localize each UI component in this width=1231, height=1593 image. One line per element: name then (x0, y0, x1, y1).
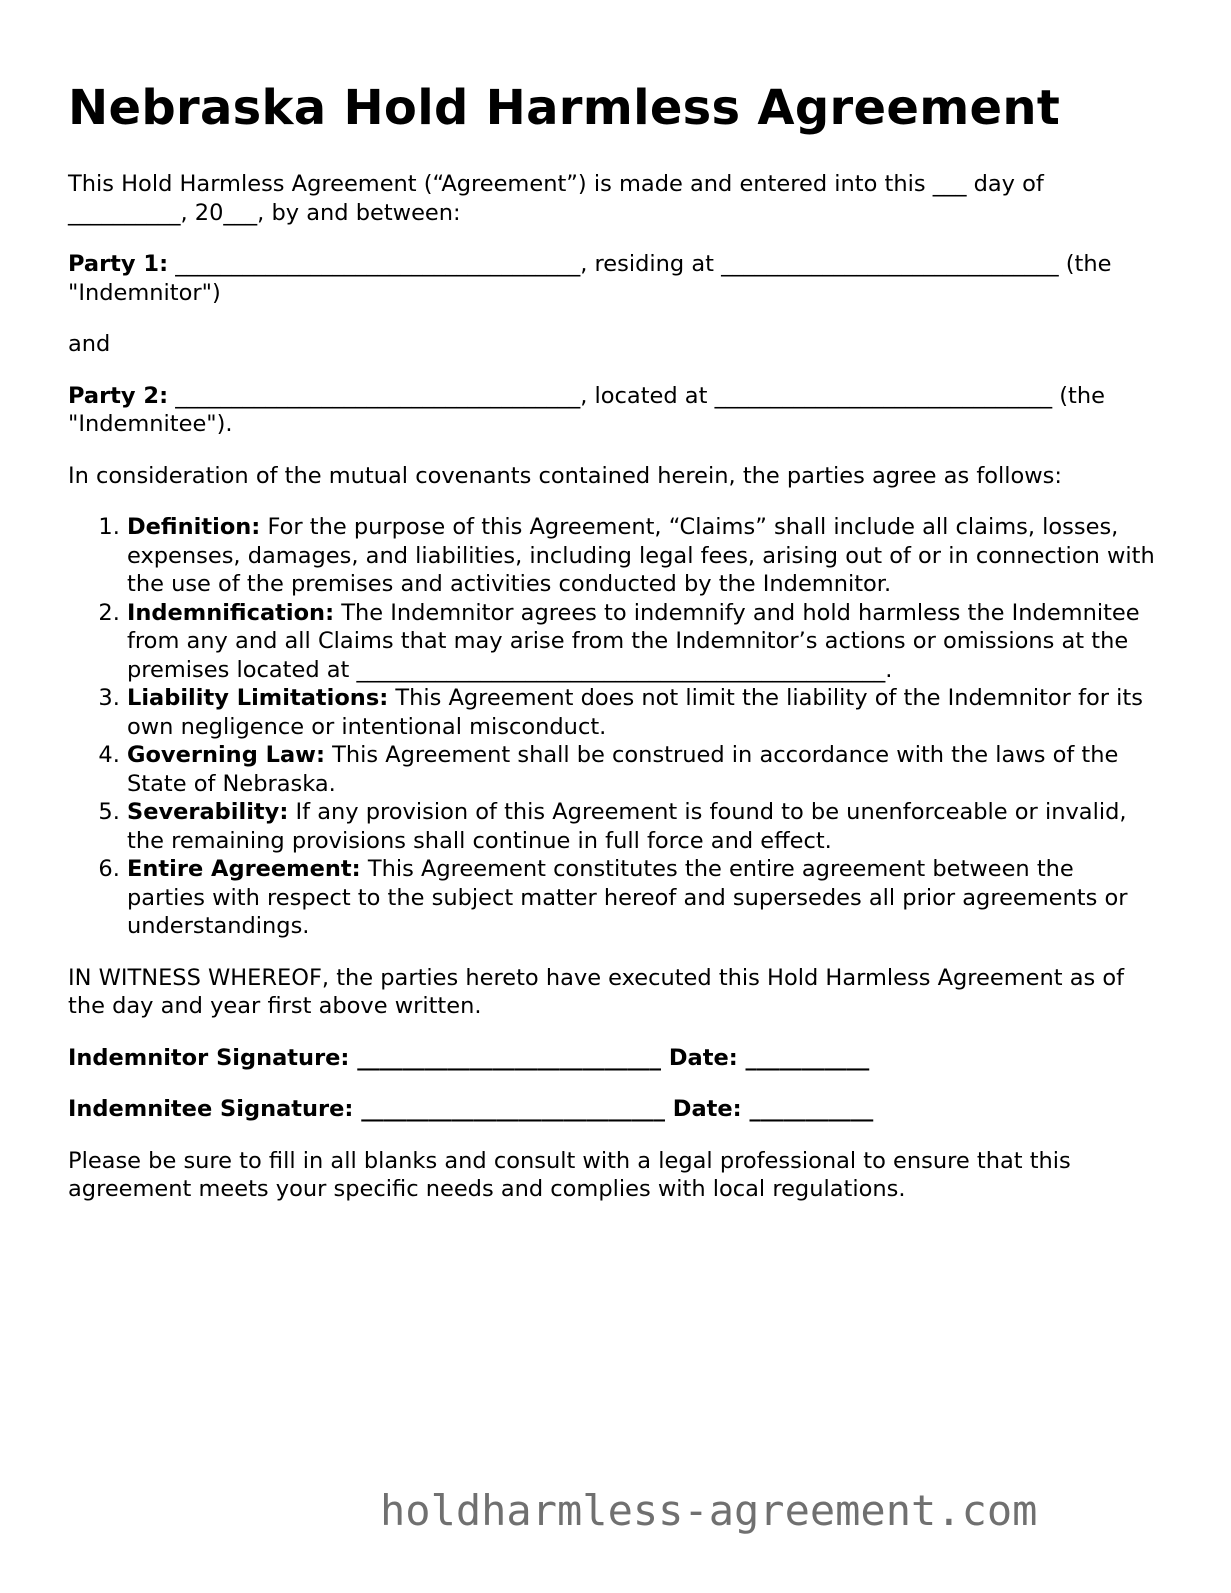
clause-heading: Entire Agreement: (127, 856, 361, 882)
party-1-block (68, 250, 1158, 307)
clause-heading: Definition: (127, 514, 261, 540)
intro-paragraph: This Hold Harmless Agreement (“Agreement”) is made and entered into this ___ day of __________, 20___, by and between: (68, 171, 1044, 226)
clause-text: If any provision of this Agreement is found to be unenforceable or invalid, the remaining provisions shall continue in full force and effect. (127, 799, 1127, 854)
clause-text: This Agreement does not limit the liability of the Indemnitor for its own negligence or intentional misconduct. (127, 685, 1143, 740)
clause-item (127, 684, 1158, 741)
clauses-list (68, 513, 1158, 941)
party-2-label: Party 2: (68, 382, 169, 409)
indemnitee-signature-line: Indemnitee Signature: ___________________________ Date: ___________ (68, 1096, 874, 1122)
party-1-text: ____________________________________, residing at ______________________________ (the "Indemnitor") (68, 251, 1112, 306)
clause-text: This Agreement constitutes the entire agreement between the parties with respect to the subject matter hereof and supersedes all prior agreements or understandings. (127, 856, 1128, 939)
clause-heading: Severability: (127, 799, 289, 825)
indemnitor-signature-line: Indemnitor Signature: ___________________________ Date: ___________ (68, 1044, 870, 1071)
document-page (68, 80, 1158, 1227)
clause-text: The Indemnitor agrees to indemnify and hold harmless the Indemnitee from any and all Claims that may arise from the Indemnitor’s actions or omissions at the premises located at _______________________________________________. (127, 599, 1140, 683)
clause-item (127, 855, 1158, 941)
connector-text: and (68, 331, 111, 357)
clause-item (127, 741, 1158, 798)
party-1-label: Party 1: (68, 251, 169, 277)
party-2-block (68, 382, 1158, 439)
site-watermark: holdharmless-agreement.com (380, 1486, 1038, 1535)
clause-item (127, 599, 1158, 685)
clause-text: This Agreement shall be construed in accordance with the laws of the State of Nebraska. (127, 742, 1119, 797)
consideration-paragraph: In consideration of the mutual covenants contained herein, the parties agree as follows: (68, 462, 1062, 489)
clause-text: For the purpose of this Agreement, “Claims” shall include all claims, losses, expenses, damages, and liabilities, including legal fees, arising out of or in connection with the use of the premises and activities conducted by the Indemnitor. (127, 514, 1155, 597)
clause-item (127, 798, 1158, 855)
document-title: Nebraska Hold Harmless Agreement (68, 80, 1061, 136)
witness-paragraph: IN WITNESS WHEREOF, the parties hereto have executed this Hold Harmless Agreement as of the day and year first above written. (68, 964, 1125, 1019)
clause-item (127, 513, 1158, 599)
clause-heading: Governing Law: (127, 742, 325, 768)
clause-heading: Indemnification: (127, 599, 335, 626)
clause-heading: Liability Limitations: (127, 685, 389, 711)
party-2-text: ____________________________________, located at ______________________________ (the "Indemnitee"). (68, 382, 1105, 437)
closing-note: Please be sure to fill in all blanks and consult with a legal professional to ensure that this agreement meets your specific needs and complies with local regulations. (68, 1147, 1071, 1202)
